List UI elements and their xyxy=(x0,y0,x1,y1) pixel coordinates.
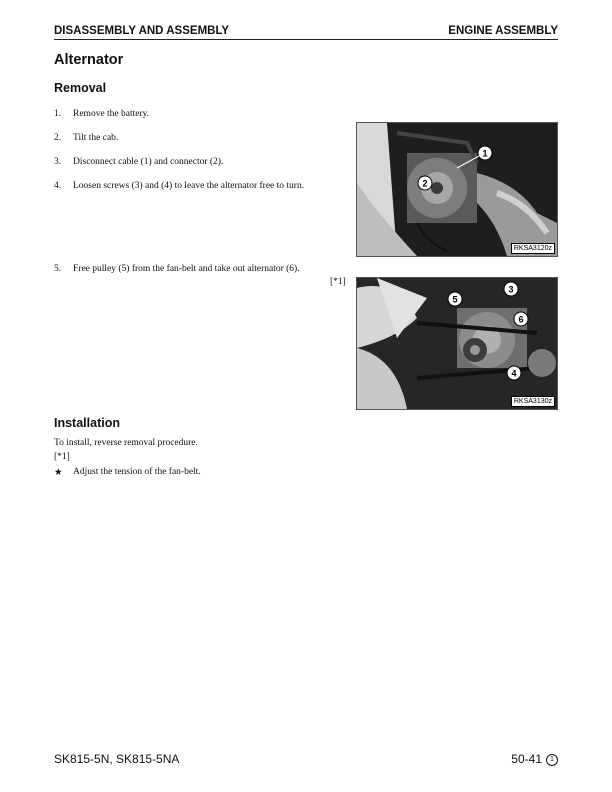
step-number: 3. xyxy=(54,157,62,167)
alternator-photo-1-image xyxy=(357,123,557,256)
reference-mark: [*1] xyxy=(330,277,346,287)
step-number: 5. xyxy=(54,264,62,274)
note-text: Adjust the tension of the fan-belt. xyxy=(73,467,201,477)
callout-4-label: 4 xyxy=(511,368,517,379)
step-number: 4. xyxy=(54,181,62,191)
reference-mark: [*1] xyxy=(54,452,70,462)
alternator-photo-1 xyxy=(356,122,558,257)
installation-text: To install, reverse removal procedure. xyxy=(54,438,198,448)
photo-caption: RKSA3120z xyxy=(511,243,555,254)
step-number: 2. xyxy=(54,133,62,143)
footer-model: SK815-5N, SK815-5NA xyxy=(54,752,180,766)
photo-caption: RKSA3130z xyxy=(511,396,555,407)
header-chapter: ENGINE ASSEMBLY xyxy=(448,25,558,37)
alternator-photo-2 xyxy=(356,277,558,410)
page-header xyxy=(54,25,558,40)
footer-page xyxy=(511,752,558,766)
callout-3-label: 3 xyxy=(508,284,514,295)
installation-note xyxy=(54,467,201,478)
removal-heading: Removal xyxy=(54,81,107,95)
page-number: 50-41 xyxy=(511,752,542,766)
header-section: DISASSEMBLY AND ASSEMBLY xyxy=(54,25,230,37)
step-text: Tilt the cab. xyxy=(73,133,119,143)
step-text: Disconnect cable (1) and connector (2). xyxy=(73,157,224,167)
step-text: Free pulley (5) from the fan-belt and take out alternator (6). xyxy=(73,264,300,274)
step-text: Remove the battery. xyxy=(73,109,150,119)
step-text: Loosen screws (3) and (4) to leave the alternator free to turn. xyxy=(73,181,305,191)
callout-5-label: 5 xyxy=(452,294,458,305)
step-number: 1. xyxy=(54,109,62,119)
callout-2-label: 2 xyxy=(422,178,428,189)
installation-heading: Installation xyxy=(54,416,120,430)
revision-mark: 1 xyxy=(546,754,558,766)
alternator-photo-2-image xyxy=(357,278,557,409)
callout-6-label: 6 xyxy=(518,314,524,325)
star-icon: ★ xyxy=(54,468,63,478)
callout-1-label: 1 xyxy=(482,148,488,159)
page-title: Alternator xyxy=(54,52,124,68)
